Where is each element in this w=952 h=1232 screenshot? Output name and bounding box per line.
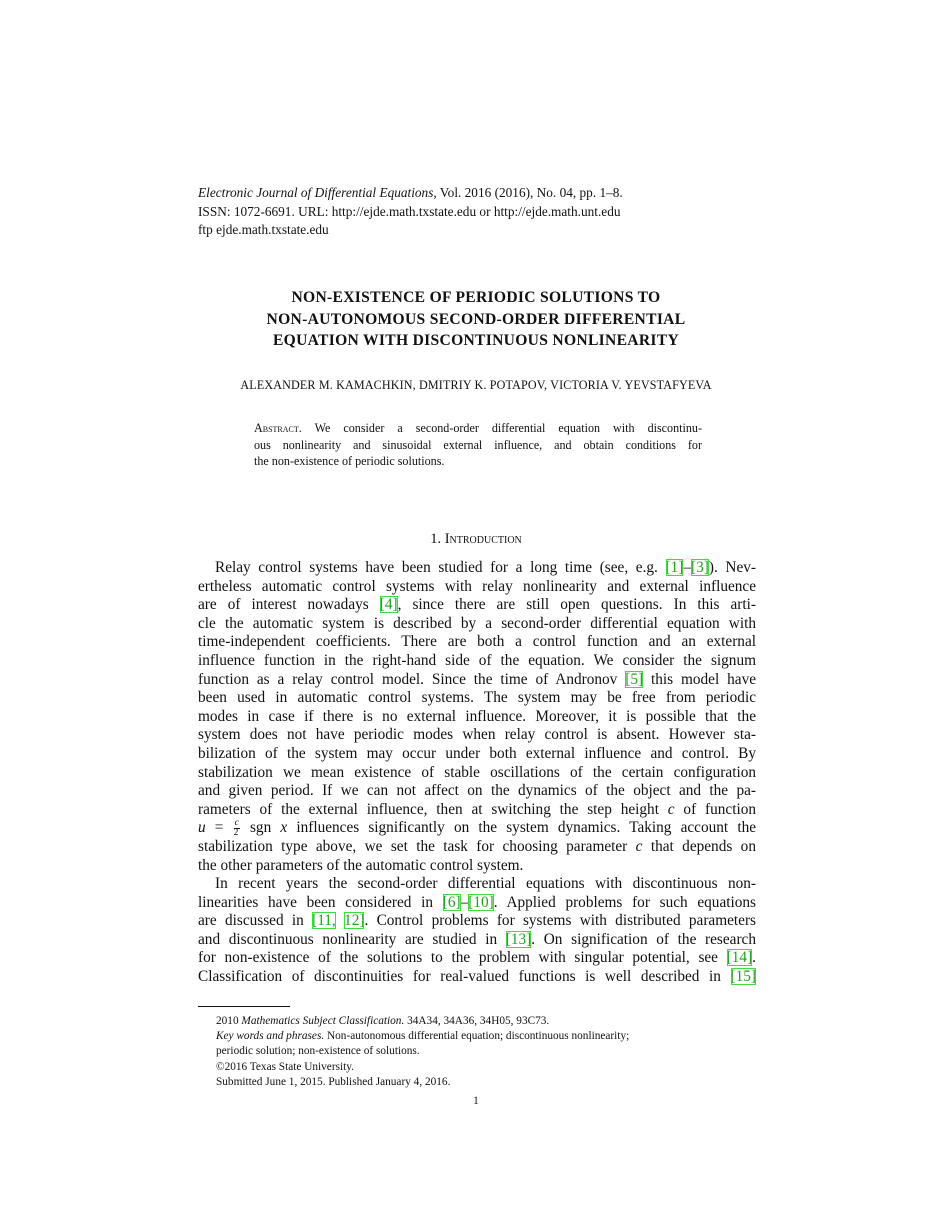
- section-heading: [198, 531, 754, 548]
- copyright-footnote: ©2016 Texas State University.: [216, 1060, 355, 1073]
- journal-name: Electronic Journal of Differential Equations: [198, 185, 434, 200]
- text-line: are of interest nowadays [4], since there are still open questions. In this arti-: [198, 596, 756, 614]
- text-line: are discussed in [11, 12]. Control problems for systems with distributed parameters: [198, 912, 756, 930]
- section-title: Introduction: [444, 531, 522, 547]
- journal-volume: , Vol. 2016 (2016), No. 04, pp. 1–8.: [433, 185, 623, 200]
- fraction: $\frac{c}{2}$: [233, 818, 239, 839]
- text-line: and given period. If we can not affect on the dynamics of the object and the pa-: [198, 782, 756, 800]
- text-line: linearities have been considered in [6]–[10]. Applied problems for such equations: [198, 893, 756, 911]
- citation-link[interactable]: [13]: [505, 930, 532, 948]
- abstract: [254, 420, 702, 470]
- text-line: been used in automatic control systems. The system may be free from periodic: [198, 689, 756, 707]
- citation-link[interactable]: [3]: [691, 559, 709, 576]
- journal-citation-line: [198, 184, 758, 203]
- abstract-line: ous nonlinearity and sinusoidal external influence, and obtain conditions for: [254, 437, 702, 452]
- text-line: modes in case if there is no external influence. Moreover, it is possible that the: [198, 707, 756, 725]
- journal-header: [198, 184, 758, 240]
- msc-footnote: 2010 Mathematics Subject Classification. 34A34, 34A36, 34H05, 93C73.: [216, 1015, 550, 1027]
- math-variable: u: [198, 819, 206, 837]
- title-line: NON-EXISTENCE OF PERIODIC SOLUTIONS TO: [291, 289, 661, 306]
- math-variable: c: [667, 800, 675, 818]
- section-number: 1.: [430, 531, 442, 547]
- text-line: and discontinuous nonlinearity are studied in [13]. On signification of the research: [198, 930, 756, 948]
- citation-link[interactable]: 12]: [344, 912, 365, 930]
- text-line: rameters of the external influence, then at switching the step height c of function: [198, 800, 756, 818]
- citation-link[interactable]: [14]: [726, 949, 753, 967]
- citation-link[interactable]: [6]: [442, 893, 461, 911]
- submitted-footnote: Submitted June 1, 2015. Published January 4, 2016.: [216, 1075, 451, 1088]
- citation-link[interactable]: [4]: [379, 596, 398, 614]
- abstract-line: the non-existence of periodic solutions.: [254, 454, 445, 468]
- citation-link[interactable]: [15]: [730, 968, 756, 986]
- text-line: Relay control systems have been studied for a long time (see, e.g. [1]–[3]). Nev-: [215, 559, 756, 576]
- text-line: system does not have periodic modes when relay control is absent. However sta-: [198, 726, 756, 744]
- footnote-rule: [198, 1006, 290, 1007]
- math-variable: x: [280, 819, 288, 837]
- text-line: Classification of discontinuities for real-valued functions is well described in [15]: [198, 968, 756, 986]
- text-line: the other parameters of the automatic control system.: [198, 856, 524, 874]
- text-line: influence function in the right-hand side of the equation. We consider the signum: [198, 651, 756, 669]
- keywords-footnote-cont: periodic solution; non-existence of solutions.: [216, 1045, 420, 1058]
- paper-title: [198, 287, 754, 352]
- title-line: EQUATION WITH DISCONTINUOUS NONLINEARITY: [272, 332, 680, 349]
- citation-link[interactable]: [1]: [665, 559, 684, 576]
- citation-link[interactable]: [5]: [625, 670, 644, 688]
- text-line: ertheless automatic control systems with relay nonlinearity and external influence: [198, 577, 756, 595]
- title-line: NON-AUTONOMOUS SECOND-ORDER DIFFERENTIAL: [266, 310, 686, 328]
- page-number: 1: [473, 1095, 479, 1107]
- footnotes: [216, 1014, 756, 1090]
- author-list: ALEXANDER M. KAMACHKIN, DMITRIY K. POTAPOV, VICTORIA V. YEVSTAFYEVA: [240, 378, 712, 392]
- text-line: for non-existence of the solutions to the problem with singular potential, see [14].: [198, 949, 756, 967]
- abstract-label: Abstract.: [254, 421, 302, 435]
- issn-line: ISSN: 1072-6691. URL: http://ejde.math.txstate.edu or http://ejde.math.unt.edu: [198, 203, 621, 219]
- text-line: bilization of the system may occur under both external influence and control. By: [198, 744, 756, 762]
- math-variable: c: [635, 837, 643, 855]
- text-line: cle the automatic system is described by a second-order differential equation with: [198, 614, 756, 632]
- abstract-line: Abstract. We consider a second-order differential equation with discontinu-: [254, 421, 702, 435]
- text-line: u = $\frac{c}{2}$ sgn x influences significantly on the system dynamics. Taking account the: [198, 818, 757, 839]
- text-line: function as a relay control model. Since the time of Andronov [5] this model have: [198, 670, 757, 688]
- citation-link[interactable]: [10]: [468, 893, 494, 911]
- text-line: stabilization type above, we set the task for choosing parameter c that depends on: [198, 837, 756, 855]
- ftp-line: ftp ejde.math.txstate.edu: [198, 222, 329, 237]
- body-text: [198, 559, 756, 987]
- text-line: time-independent coefficients. There are both a control function and an external: [198, 633, 756, 651]
- text-line: In recent years the second-order differential equations with discontinuous non-: [215, 875, 756, 893]
- citation-link[interactable]: [11,: [312, 912, 336, 930]
- keywords-footnote: Key words and phrases. Non-autonomous differential equation; discontinuous nonlinearity;: [216, 1030, 630, 1043]
- text-line: stabilization we mean existence of stable oscillations of the certain configuration: [198, 763, 756, 781]
